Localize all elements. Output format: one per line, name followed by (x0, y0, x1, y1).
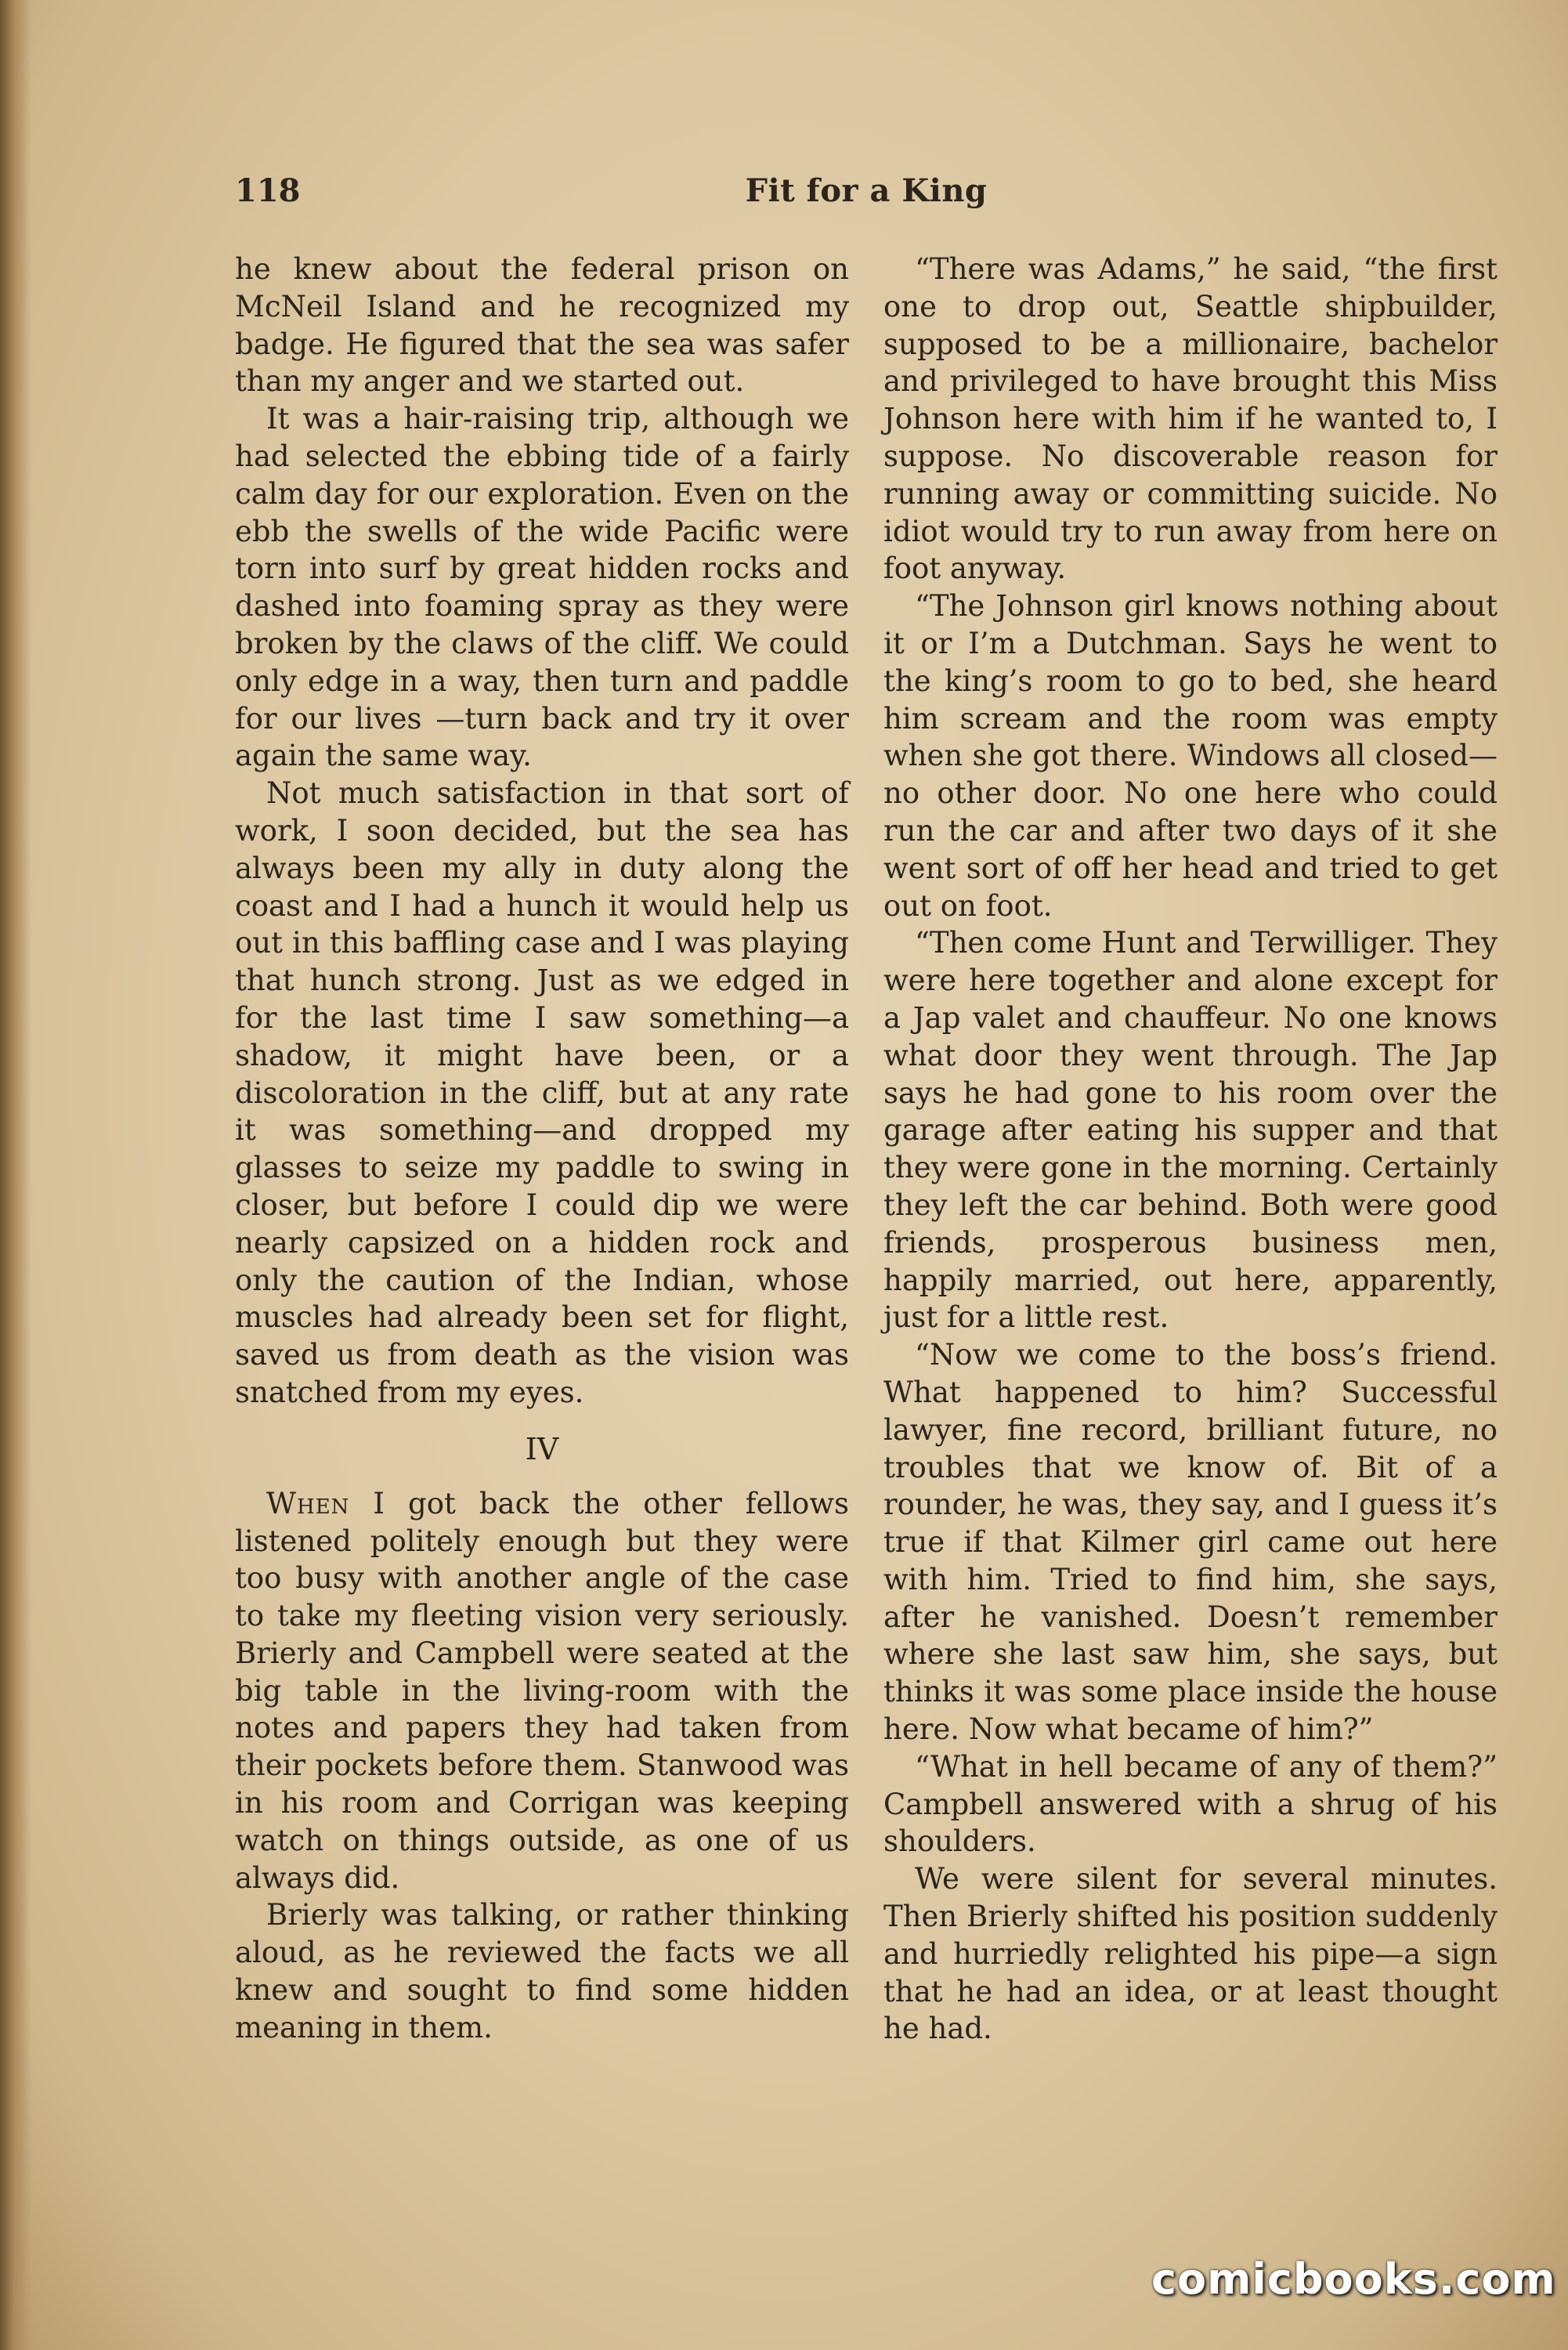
page-number: 118 (235, 172, 301, 209)
page-header (235, 172, 1498, 227)
paragraph: We were silent for several minutes. Then Brierly shifted his position suddenly and hurriedly relighted his pipe—a sign that he had an idea, or at least thought he had. (883, 1862, 1498, 2046)
right-column (883, 251, 1498, 2048)
running-title: Fit for a King (745, 172, 988, 209)
paragraph: “The Johnson girl knows nothing about it or I’m a Dutchman. Says he went to the king’s room to go to bed, she heard him scream and the room was empty when she got there. Windows all closed—no other door. No one here who could run the car and after two days of it she went sort of off her head and tried to get out on foot. (883, 589, 1498, 923)
left-column (235, 251, 849, 2047)
paragraph (235, 1485, 849, 1897)
paragraph: “What in hell became of any of them?” Campbell answered with a shrug of his shoulders. (883, 1749, 1498, 1859)
paragraph: Brierly was talking, or rather thinking aloud, as he reviewed the facts we all knew and sought to find some hidden meaning in them. (235, 1898, 849, 2044)
text-columns (235, 251, 1498, 2131)
page-edge-shadow (0, 0, 31, 2350)
paragraph: “Then come Hunt and Terwilliger. They were here together and alone except for a Jap valet and chauffeur. No one knows what door they went through. The Jap says he had gone to his room over the garage after eating his supper and that they were gone in the morning. Certainly they left the car behind. Both were good friends, prosperous business men, happily married, out here, apparently, just for a little rest. (883, 926, 1498, 1335)
paragraph: Not much satisfaction in that sort of work, I soon decided, but the sea has always been my ally in duty along the coast and I had a hunch it would help us out in this baffling case and I was playing that hunch strong. Just as we edged in for the last time I saw something—a shadow, it might have been, or a discoloration in the cliff, but at any rate it was something—and dropped my glasses to seize my paddle to swing in closer, but before I could dip we were nearly capsized on a hidden rock and only the caution of the Indian, whose muscles had already been set for flight, saved us from death as the vision was snatched from my eyes. (235, 776, 849, 1409)
paragraph: It was a hair-raising trip, although we had selected the ebbing tide of a fairly calm day for our exploration. Even on the ebb the swells of the wide Pacific were torn into surf by great hidden rocks and dashed into foaming spray as they were broken by the claws of the cliff. We could only edge in a way, then turn and paddle for our lives —turn back and try it over again the same way. (235, 402, 849, 773)
paragraph-text: I got back the other fellows listened politely enough but they were too busy with another angle of the case to take my fleeting vision very seriously. Brierly and Campbell were seated at the big table in the living-room with the notes and papers they had taken from their pockets before them. Stanwood was in his room and Corrigan was keeping watch on things outside, as one of us always did. (235, 1486, 849, 1895)
paragraph: “Now we come to the boss’s friend. What happened to him? Successful lawyer, fine record, brilliant future, no troubles that we know of. Bit of a rounder, he was, they say, and I guess it’s true if that Kilmer girl came out here with him. Tried to find him, she says, after he vanished. Doesn’t remember where she last saw him, she says, but thinks it was some place inside the house here. Now what became of him?” (883, 1338, 1498, 1747)
lead-word: When (266, 1486, 350, 1520)
paragraph: he knew about the federal prison on McNeil Island and he recognized my badge. He figured that the sea was safer than my anger and we started out. (235, 252, 849, 399)
section-heading: IV (525, 1431, 559, 1466)
watermark: comicbooks.com (1151, 2254, 1556, 2304)
paragraph: “There was Adams,” he said, “the first one to drop out, Seattle shipbuilder, supposed to be a millionaire, bachelor and privileged to have brought this Miss Johnson here with him if he wanted to, I suppose. No discoverable reason for running away or committing suicide. No idiot would try to run away from here on foot anyway. (883, 252, 1498, 586)
